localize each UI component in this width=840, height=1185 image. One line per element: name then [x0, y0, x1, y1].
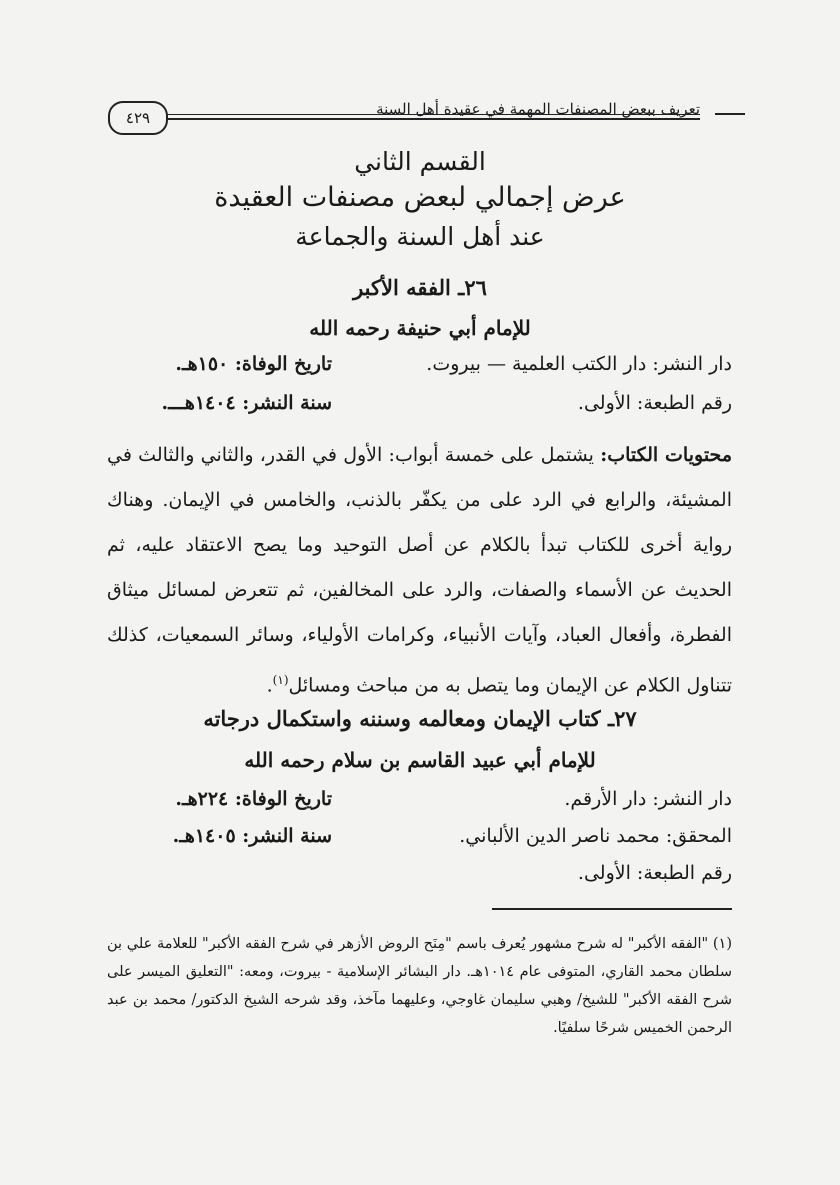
- book26-contents-text: يشتمل على خمسة أبواب: الأول في القدر، والثاني والثالث في المشيئة، والرابع في الرد على من يكفّر بالذنب، والخامس في الإيمان. وهناك رواية أخرى للكتاب تبدأ بالكلام عن أصل التوحيد وما يصح الاعتقاد عليه، ثم الحديث عن الأسماء والصفات، والرد على المخالفين، ثم تتعرض لمسائل ميثاق الفطرة، وأفعال العباد، وآيات الأنبياء، وكرامات الأولياء، وسائر السمعيات، كذلك تتناول الكلام عن الإيمان وما يتصل به من مباحث ومسائل: [107, 444, 732, 697]
- footnote-text: (١) "الفقه الأكبر" له شرح مشهور يُعرف باسم "مِنَح الروض الأزهر في شرح الفقه الأكبر" للعلامة علي بن سلطان محمد القاري، المتوفى عام ١٠١٤هـ. دار البشائر الإسلامية - بيروت، ومعه: "التعليق الميسر على شرح الفقه الأكبر" للشيخ/ وهبي سليمان غاوجي، وعليهما مآخذ، وقد شرحه الشيخ الدكتور/ محمد بن عبد الرحمن الخميس شرحًا سلفيًا.: [107, 936, 732, 1036]
- book27-publisher: دار النشر: دار الأرقم.: [564, 788, 732, 810]
- book26-edition: رقم الطبعة: الأولى.: [577, 392, 732, 414]
- book26-author: للإمام أبي حنيفة رحمه الله: [309, 316, 531, 340]
- running-header: تعريف ببعض المصنفات المهمة في عقيدة أهل السنة: [376, 100, 700, 118]
- book27-edition: رقم الطبعة: الأولى.: [577, 862, 732, 884]
- book27-death-date: تاريخ الوفاة: ٢٢٤هـ.: [175, 788, 332, 810]
- contents-end: .: [266, 674, 273, 697]
- book26-pub-year: سنة النشر: ١٤٠٤هـــ.: [161, 392, 332, 414]
- book26-contents: [107, 433, 732, 708]
- section-title-line1: القسم الثاني: [354, 147, 486, 176]
- book27-heading: ٢٧ـ كتاب الإيمان ومعالمه وسننه واستكمال درجاته: [203, 706, 637, 731]
- page-number: ٤٢٩: [108, 101, 168, 135]
- footnote-ref[interactable]: (١): [272, 673, 289, 687]
- book26-heading: ٢٦ـ الفقه الأكبر: [353, 275, 487, 300]
- book27-editor: المحقق: محمد ناصر الدين الألباني.: [459, 825, 732, 847]
- book26-death-date: تاريخ الوفاة: ١٥٠هـ.: [175, 353, 332, 375]
- header-dash: [715, 113, 745, 115]
- footnote-separator: [492, 908, 732, 910]
- book27-pub-year: سنة النشر: ١٤٠٥هـ.: [172, 825, 332, 847]
- book26-contents-label: محتويات الكتاب:: [600, 444, 732, 466]
- section-title-line3: عند أهل السنة والجماعة: [295, 222, 545, 251]
- section-title-line2: عرض إجمالي لبعض مصنفات العقيدة: [214, 182, 626, 213]
- book27-author: للإمام أبي عبيد القاسم بن سلام رحمه الله: [244, 748, 596, 772]
- book26-publisher: دار النشر: دار الكتب العلمية — بيروت.: [426, 353, 732, 375]
